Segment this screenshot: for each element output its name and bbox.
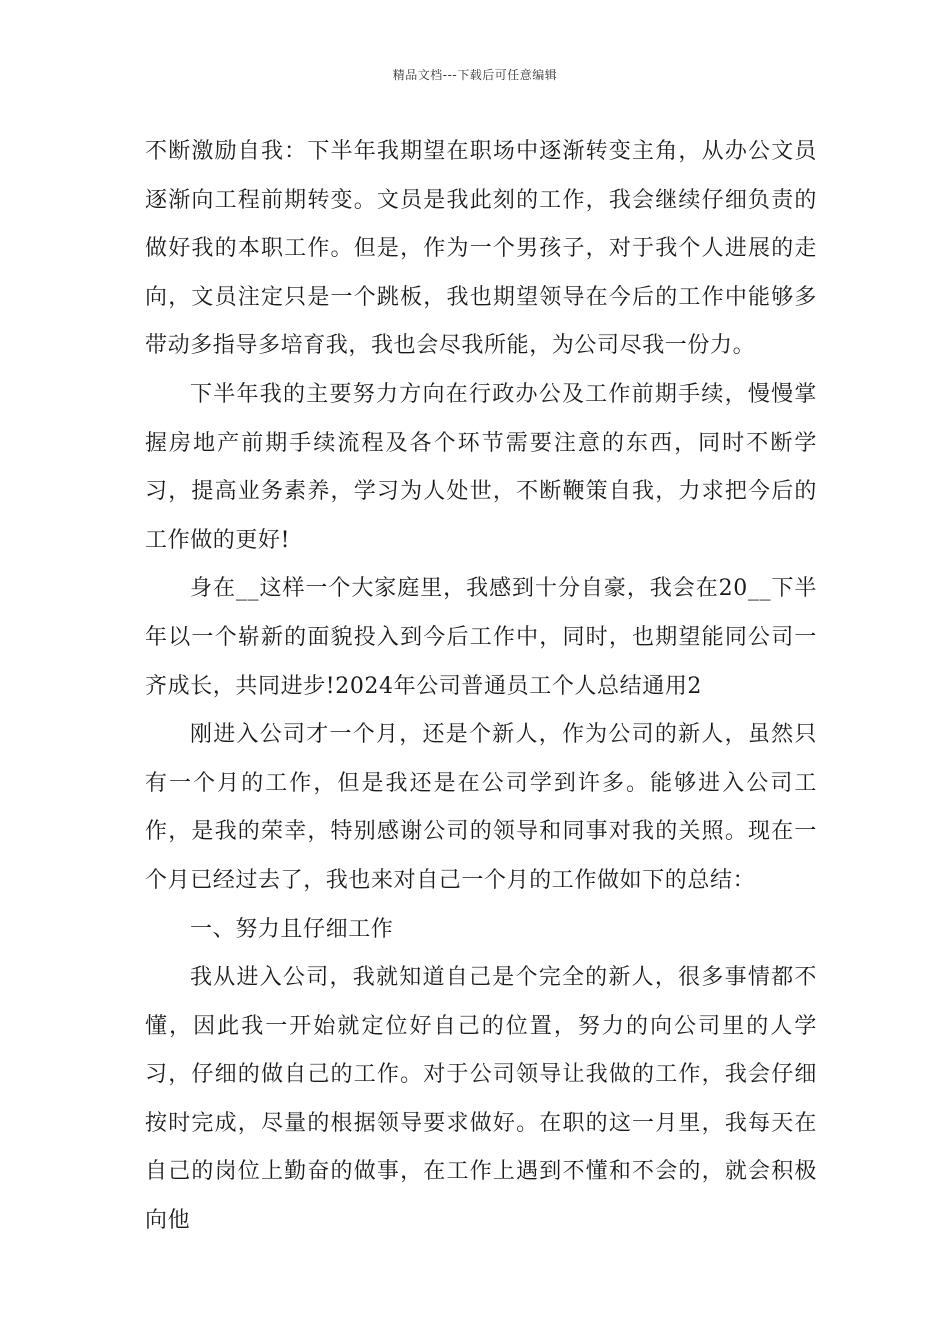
page-header: 精品文档---下载后可任意编辑 bbox=[392, 68, 558, 82]
document-body bbox=[145, 128, 817, 1246]
paragraph-new-employee: 刚进入公司才一个月，还是个新人，作为公司的新人，虽然只有一个月的工作，但是我还是在公司学到许多。能够进入公司工作，是我的荣幸，特别感谢公司的领导和同事对我的关照。现在一个月已经过去了，我也来对自己一个月的工作做如下的总结： bbox=[145, 722, 817, 893]
section-heading-work-diligently: 一、努力且仔细工作 bbox=[190, 916, 394, 942]
paragraph-learning: 我从进入公司，我就知道自己是个完全的新人，很多事情都不懂，因此我一开始就定位好自己的位置，努力的向公司里的人学习，仔细的做自己的工作。对于公司领导让我做的工作，我会仔细按时完成，尽量的根据领导要求做好。在职的这一月里，我每天在自己的岗位上勤奋的做事，在工作上遇到不懂和不会的，就会积极向他 bbox=[145, 965, 817, 1234]
paragraph-pride: 身在__这样一个大家庭里，我感到十分自豪，我会在20__下半年以一个崭新的面貌投入到今后工作中，同时，也期望能同公司一齐成长，共同进步!2024年公司普通员工个人总结通用2 bbox=[145, 576, 817, 699]
paragraph-self-motivation: 不断激励自我：下半年我期望在职场中逐渐转变主角，从办公文员逐渐向工程前期转变。文员是我此刻的工作，我会继续仔细负责的做好我的本职工作。但是，作为一个男孩子，对于我个人进展的走向，文员注定只是一个跳板，我也期望领导在今后的工作中能够多带动多指导多培育我，我也会尽我所能，为公司尽我一份力。 bbox=[145, 139, 817, 359]
paragraph-work-direction: 下半年我的主要努力方向在行政办公及工作前期手续，慢慢掌握房地产前期手续流程及各个环节需要注意的东西，同时不断学习，提高业务素养，学习为人处世，不断鞭策自我，力求把今后的工作做的更好! bbox=[145, 381, 817, 553]
